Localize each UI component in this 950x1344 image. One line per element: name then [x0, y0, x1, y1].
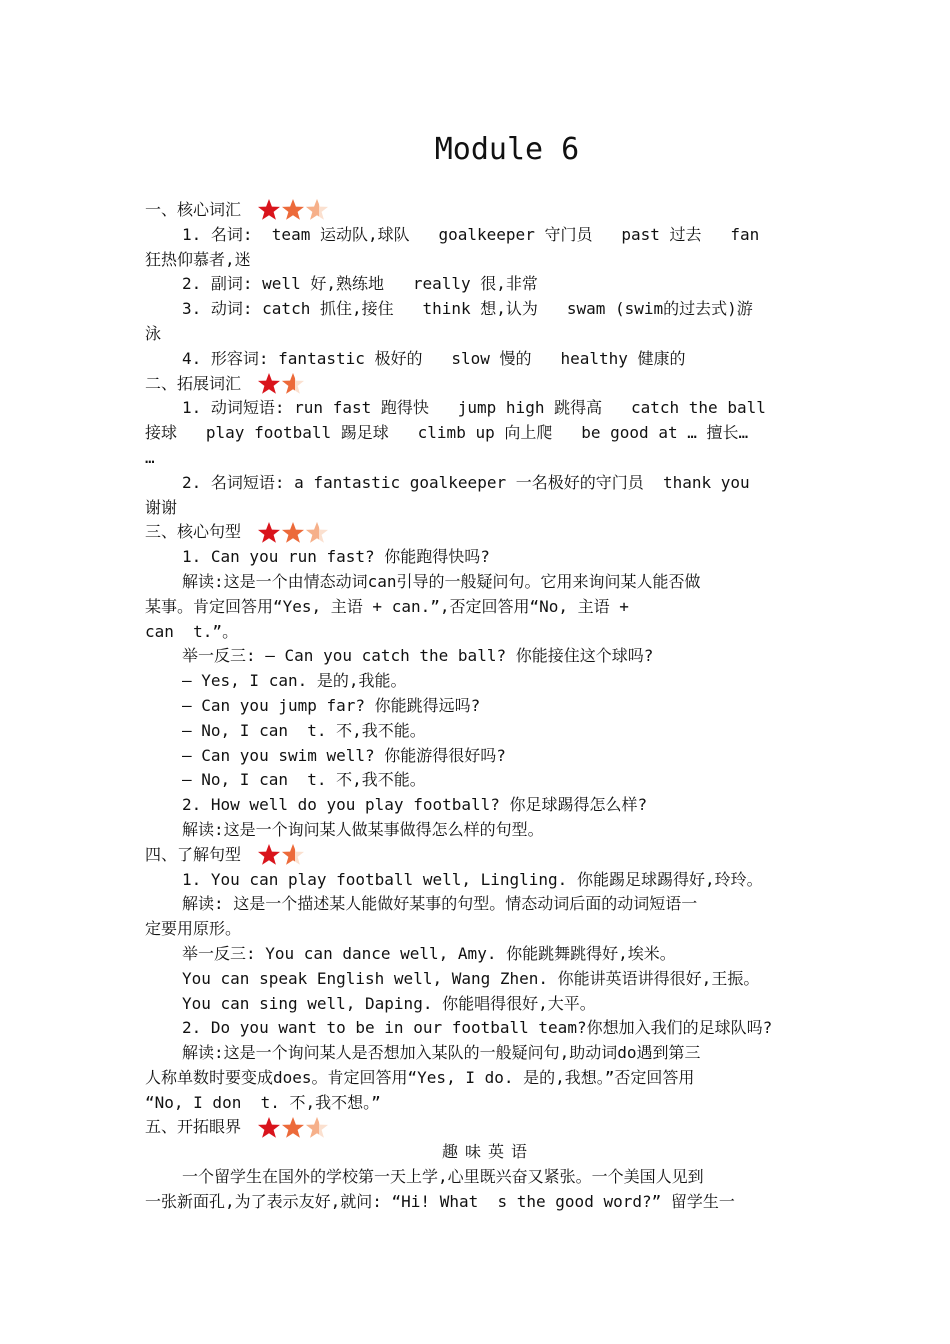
stars-svg [257, 521, 339, 545]
text-line: 某事。肯定回答用“Yes, 主语 + can.”,否定回答用“No, 主语 + [145, 596, 629, 616]
text-line: — Yes, I can. 是的,我能。 [182, 671, 407, 691]
text-line: You can speak English well, Wang Zhen. 你能讲英语讲得很好,王振。 [182, 968, 760, 988]
text-line: 1. Can you run fast? 你能跑得快吗? [182, 547, 490, 567]
section-heading-understand-sentences [145, 843, 807, 868]
star-rating [257, 843, 313, 867]
star-rating [257, 521, 339, 545]
text-line: 2. 名词短语: a fantastic goalkeeper 一名极好的守门员 thank you [182, 472, 750, 492]
text-line: 狂热仰慕者,迷 [145, 249, 251, 269]
star-icon [282, 199, 304, 220]
text-line: — No, I can t. 不,我不能。 [182, 720, 426, 740]
section-heading-text: 三、核心句型 [145, 522, 242, 542]
text-line: — Can you swim well? 你能游得很好吗? [182, 745, 506, 765]
text-line: 1. 名词: team 运动队,球队 goalkeeper 守门员 past 过去 fan [182, 224, 760, 244]
star-icon [258, 373, 280, 394]
half-star-icon [282, 373, 304, 394]
text-line: 1. 动词短语: run fast 跑得快 jump high 跳得高 catch the ball [182, 398, 766, 418]
text-line: 接球 play football 踢足球 climb up 向上爬 be good at … 擅长… [145, 423, 749, 443]
text-line: 4. 形容词: fantastic 极好的 slow 慢的 healthy 健康的 [182, 348, 686, 368]
text-line: “No, I don t. 不,我不想。” [145, 1092, 381, 1112]
text-line: 3. 动词: catch 抓住,接住 think 想,认为 swam (swim的过去式)游 [182, 299, 753, 319]
star-rating [257, 198, 339, 222]
section-heading-text: 四、了解句型 [145, 844, 242, 864]
text-line: 解读:这是一个询问某人做某事做得怎么样的句型。 [182, 819, 544, 839]
text-line: 谢谢 [145, 497, 178, 517]
text-line: — No, I can t. 不,我不能。 [182, 770, 426, 790]
document-body [145, 198, 807, 1215]
text-line: 泳 [145, 323, 162, 343]
text-line: 解读: 这是一个描述某人能做好某事的句型。情态动词后面的动词短语一 [182, 894, 698, 914]
section-heading-broaden-horizons [145, 1115, 807, 1140]
star-rating [257, 1116, 339, 1140]
star-icon [258, 844, 280, 865]
stars-svg [257, 843, 313, 867]
section-heading-text: 一、核心词汇 [145, 200, 242, 219]
section-heading-text: 五、开拓眼界 [145, 1117, 242, 1137]
subsection-title: 趣味英语 [441, 1142, 534, 1162]
text-line: You can sing well, Daping. 你能唱得很好,大平。 [182, 993, 596, 1013]
text-line: 举一反三: — Can you catch the ball? 你能接住这个球吗? [182, 646, 654, 666]
stars-svg [257, 1116, 339, 1140]
star-icon [258, 522, 280, 543]
half-star-icon [306, 522, 328, 543]
half-star-icon [282, 844, 304, 865]
text-line: … [145, 447, 155, 467]
section-heading-extended-vocabulary [145, 372, 807, 397]
text-line: 一个留学生在国外的学校第一天上学,心里既兴奋又紧张。一个美国人见到 [182, 1167, 704, 1187]
star-icon [282, 1117, 304, 1138]
text-line: 解读:这是一个由情态动词can引导的一般疑问句。它用来询问某人能否做 [182, 571, 701, 591]
text-line: 1. You can play football well, Lingling. 你能踢足球踢得好,玲玲。 [182, 869, 763, 889]
page-title: Module 6 [434, 132, 580, 167]
stars-svg [257, 372, 313, 396]
text-line: 2. 副词: well 好,熟练地 really 很,非常 [182, 274, 538, 294]
stars-svg [257, 198, 339, 222]
text-line: 人称单数时要变成does。肯定回答用“Yes, I do. 是的,我想。”否定回答用 [145, 1067, 695, 1087]
text-line: 定要用原形。 [145, 919, 242, 939]
text-line: 解读:这是一个询问某人是否想加入某队的一般疑问句,助动词do遇到第三 [182, 1043, 701, 1063]
text-line: 2. Do you want to be in our football team?你想加入我们的足球队吗? [182, 1018, 773, 1038]
section-heading-core-vocabulary [145, 198, 807, 223]
text-line: — Can you jump far? 你能跳得远吗? [182, 695, 481, 715]
half-star-icon [306, 199, 328, 220]
star-icon [258, 199, 280, 220]
half-star-icon [306, 1117, 328, 1138]
text-line: 2. How well do you play football? 你足球踢得怎么样? [182, 795, 648, 815]
star-icon [258, 1117, 280, 1138]
star-icon [282, 522, 304, 543]
text-line: 举一反三: You can dance well, Amy. 你能跳舞跳得好,埃米。 [182, 943, 676, 963]
star-rating [257, 372, 313, 396]
text-line: can t.”。 [145, 621, 239, 641]
section-heading-core-sentences [145, 520, 807, 545]
text-line: 一张新面孔,为了表示友好,就问: “Hi! What s the good word?” 留学生一 [145, 1191, 735, 1211]
section-heading-text: 二、拓展词汇 [145, 373, 242, 393]
